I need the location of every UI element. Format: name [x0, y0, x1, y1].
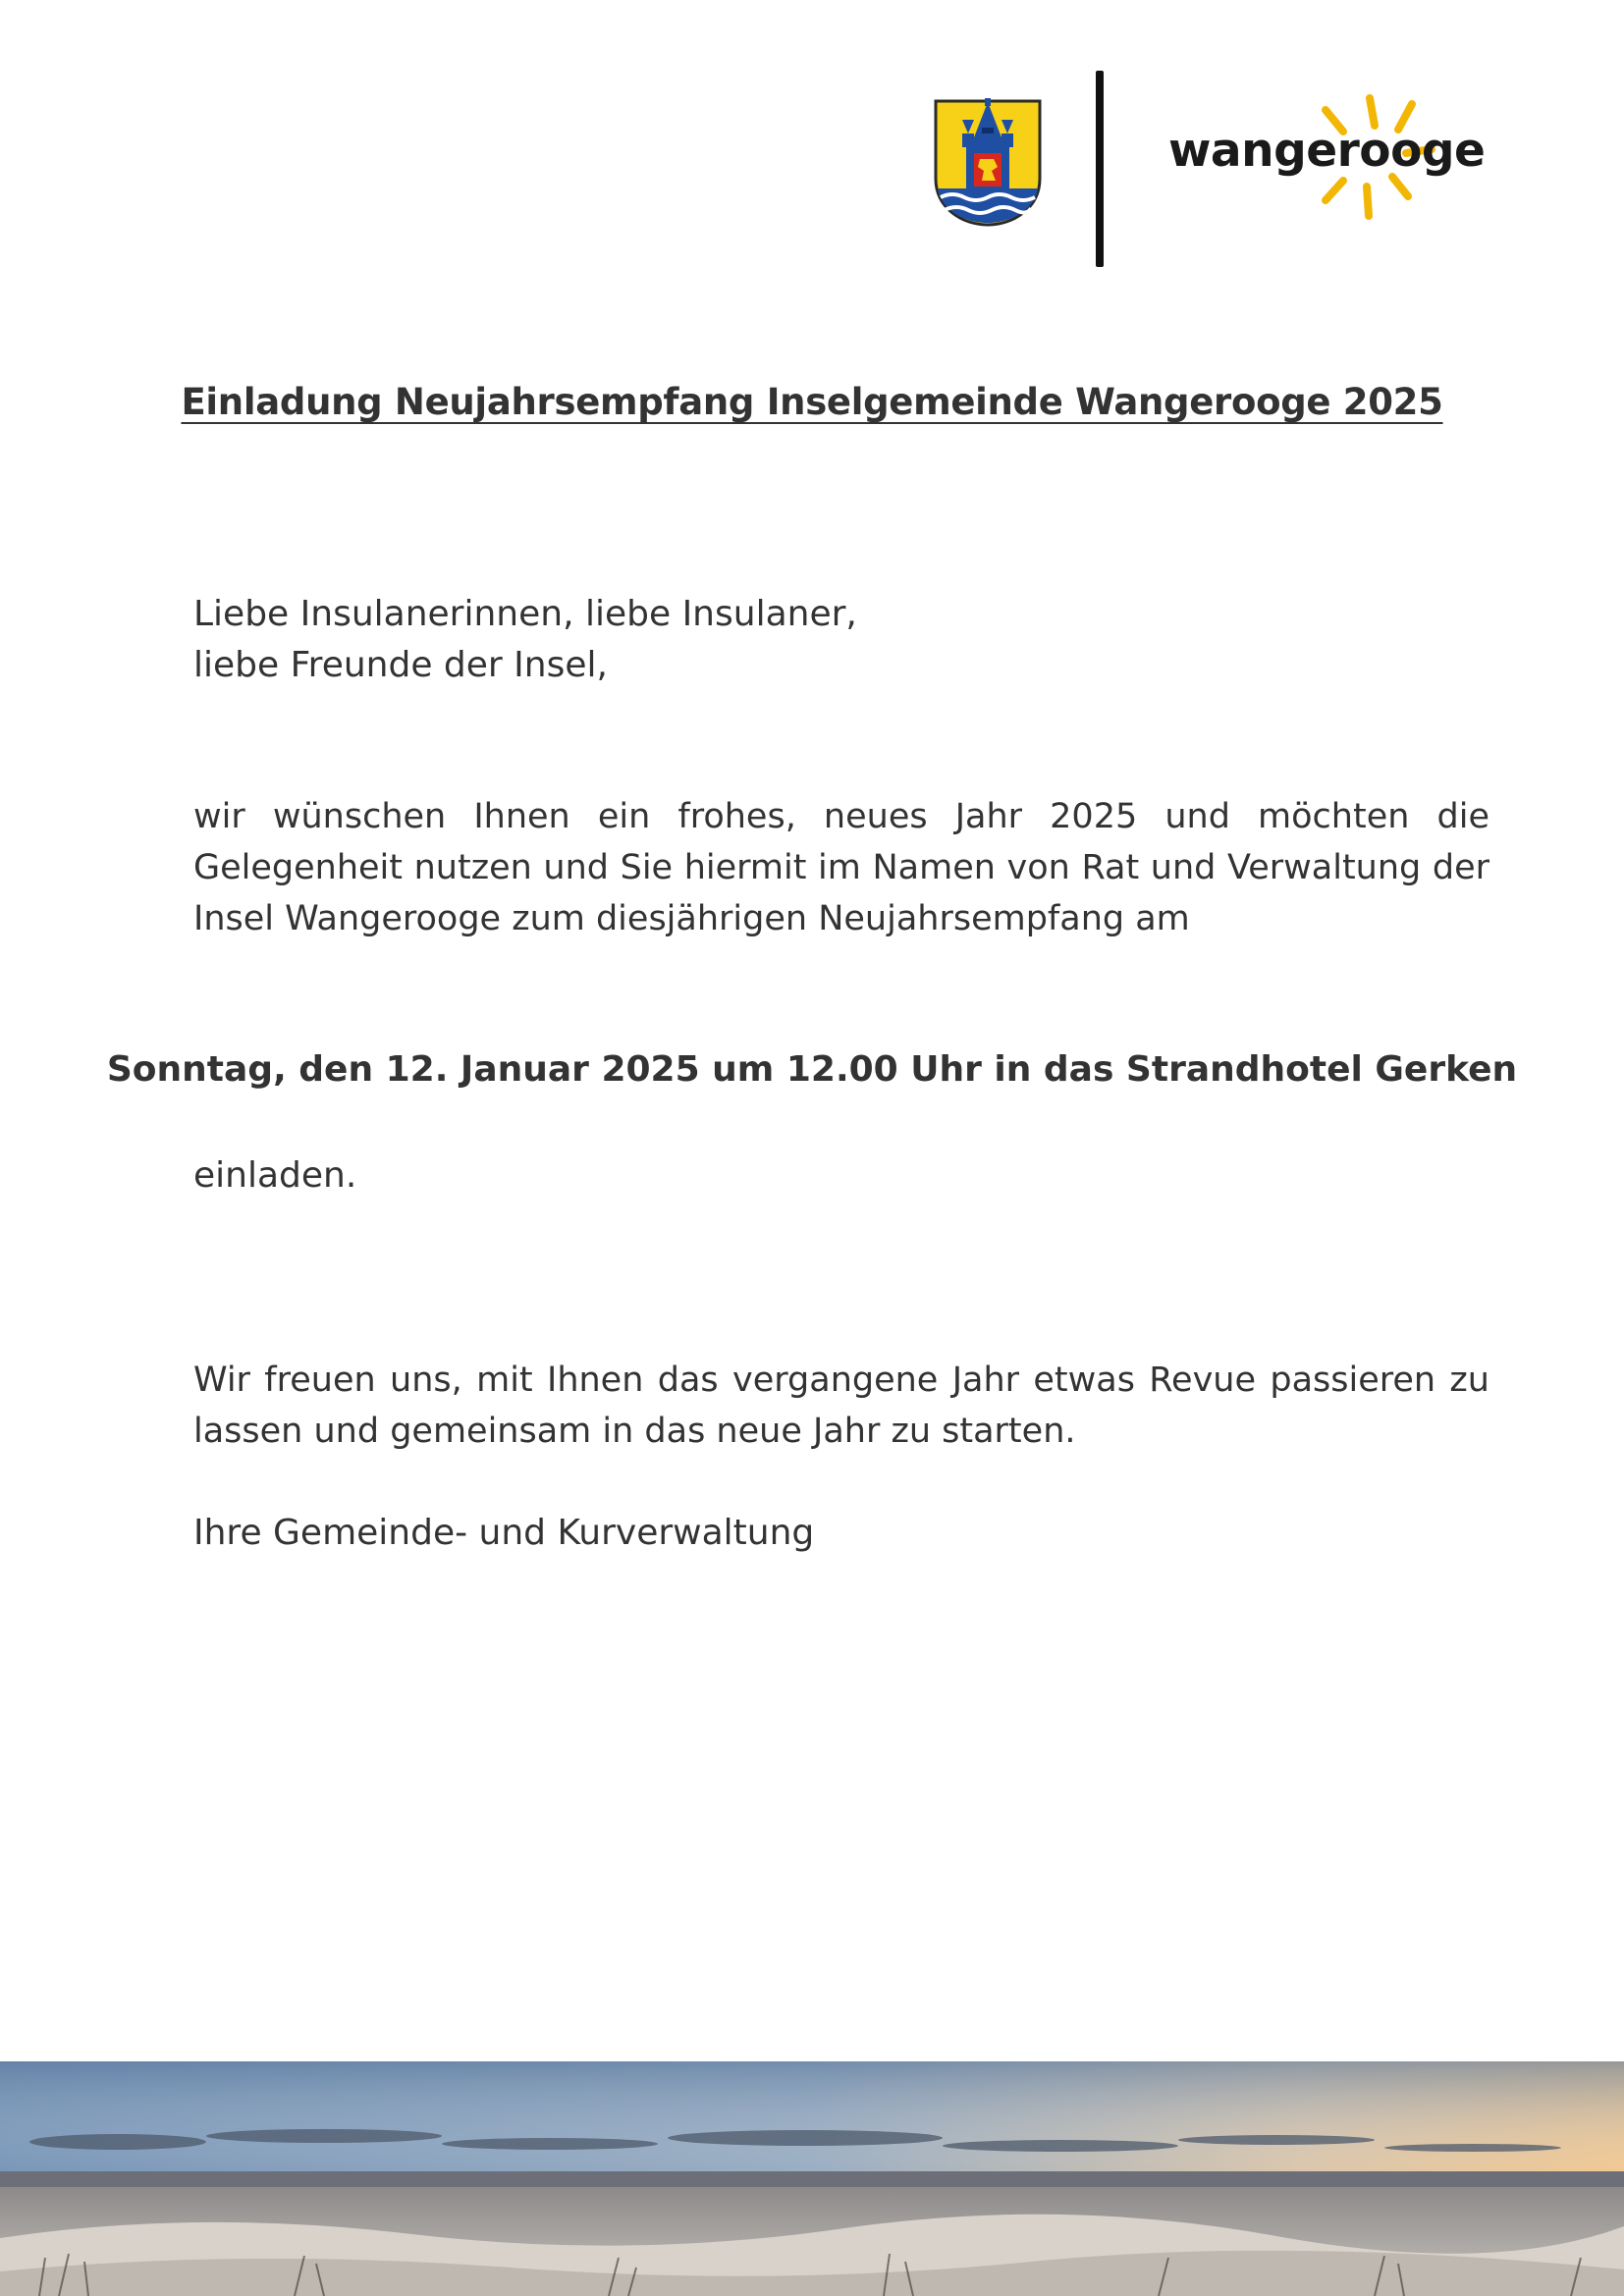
beach-panorama-image: [0, 2061, 1624, 2296]
paragraph-line: lassen und gemeinsam in das neue Jahr zu starten.: [193, 1412, 1076, 1451]
brand-wordmark-text: [1168, 124, 1485, 178]
salutation-line: liebe Freunde der Insel,: [193, 645, 608, 685]
salutation: [193, 589, 1489, 691]
signature: Ihre Gemeinde- und Kurverwaltung: [193, 1513, 815, 1553]
event-details: Sonntag, den 12. Januar 2025 um 12.00 Uhr in das Strandhotel Gerken: [106, 1049, 1518, 1090]
logo-divider: [1096, 71, 1104, 267]
paragraph-line: Wir freuen uns, mit Ihnen das vergangene Jahr etwas Revue passieren zu: [193, 1361, 1489, 1400]
document-title: Einladung Neujahrsempfang Inselgemeinde Wangerooge 2025: [181, 381, 1443, 423]
paragraph-line: wir wünschen Ihnen ein frohes, neues Jahr 2025 und möchten die: [193, 797, 1489, 836]
letterhead-logos: [0, 0, 1624, 285]
invite-closing: einladen.: [193, 1155, 357, 1196]
salutation-line: Liebe Insulanerinnen, liebe Insulaner,: [193, 594, 857, 634]
wangerooge-wordmark: [1159, 94, 1492, 232]
coat-of-arms-icon: [933, 98, 1043, 228]
paragraph-line: Insel Wangerooge zum diesjährigen Neujahrsempfang am: [193, 899, 1190, 938]
paragraph-line: Gelegenheit nutzen und Sie hiermit im Namen von Rat und Verwaltung der: [193, 848, 1489, 887]
outro-paragraph: [193, 1355, 1489, 1457]
brand-name: wangerooge: [1168, 124, 1486, 178]
intro-paragraph: [193, 791, 1489, 944]
